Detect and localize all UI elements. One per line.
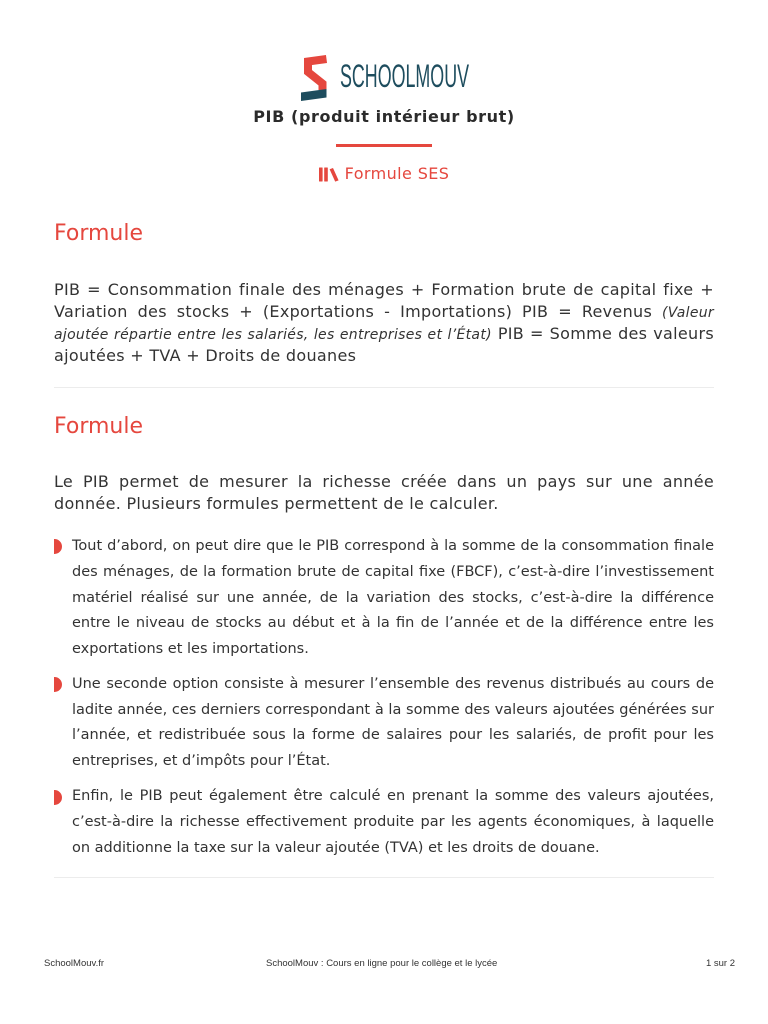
formula-paragraph [54,279,714,367]
footer-site: SchoolMouv.fr [44,958,105,969]
formula-note: (Valeur ajoutée répartie entre les salariés, les entreprises et l’État) [54,305,714,343]
title-underline [336,144,432,147]
formula-text: PIB = Somme des valeurs ajoutées + TVA + Droits de douanes [54,324,714,365]
divider [54,877,714,878]
subtitle-label: Formule SES [344,164,450,183]
semicircle-bullet-icon [54,539,62,554]
footer-tagline: SchoolMouv : Cours en ligne pour le collège et le lycée [266,958,498,969]
page-title: PIB (produit intérieur brut) [253,107,515,126]
section-heading: Formule [54,221,144,246]
divider [54,387,714,388]
formula-text: PIB = Consommation finale des ménages + Formation brute de capital fixe + Variation des stocks + (Exportations - Importations) PIB = Revenus [54,280,714,321]
semicircle-bullet-icon [54,677,62,692]
section-heading: Formule [54,414,144,439]
list-item-text: Tout d’abord, on peut dire que le PIB correspond à la somme de la consommation finale des ménages, de la formation brute de capital fixe (FBCF), c’est-à-dire l’investissement matériel réalisé sur une année, de la variation des stocks, c’est-à-dire la différence entre le niveau de stocks au début et à la fin de l’année et de la différence entre les exportations et les importations. [72,538,714,657]
bullet-list [54,534,714,861]
list-item-text: Enfin, le PIB peut également être calculé en prenant la somme des valeurs ajoutées, c’est-à-dire la richesse effectivement produite par les agents économiques, à laquelle on additionne la taxe sur la valeur ajoutée (TVA) et les droits de douane. [72,788,714,856]
list-item-text: Une seconde option consiste à mesurer l’ensemble des revenus distribués au cours de ladite année, ces derniers correspondant à la somme des valeurs ajoutées générées sur l’année, et redistribuée sous la forme de salaires pour les salariés, de profit pour les entreprises, et d’impôts pour l’État. [72,675,714,770]
logo-wordmark: SCHOOLMOUV [340,58,470,94]
list-item [54,534,714,663]
books-icon [319,166,339,182]
list-item [54,784,714,861]
main-content [54,221,714,878]
schoolmouv-s-icon [301,59,327,101]
page-number: 1 sur 2 [705,958,735,969]
schoolmouv-logo [299,53,471,103]
list-item [54,672,714,775]
intro-paragraph: Le PIB permet de mesurer la richesse créée dans un pays sur une année donnée. Plusieurs formules permettent de le calculer. [54,472,714,513]
semicircle-bullet-icon [54,790,62,805]
subtitle [0,163,768,185]
